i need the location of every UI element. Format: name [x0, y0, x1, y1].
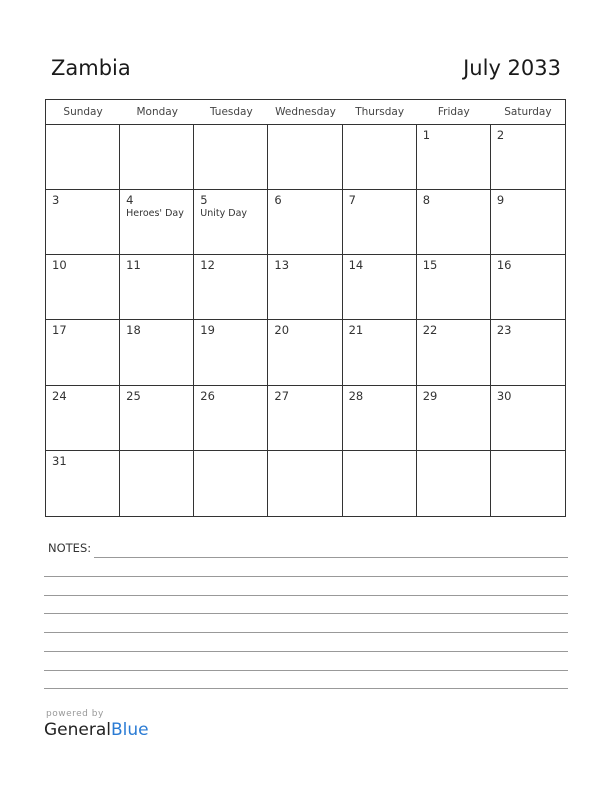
day-number: 22 — [422, 323, 438, 338]
notes-line — [94, 557, 568, 558]
day-cell — [194, 255, 268, 320]
day-cell — [46, 386, 120, 451]
day-number: 6 — [274, 193, 282, 208]
day-cell — [46, 451, 120, 516]
notes-line — [44, 576, 568, 577]
day-number: 23 — [496, 323, 512, 338]
day-cell — [120, 320, 194, 385]
day-number: 12 — [200, 258, 215, 273]
day-number: 19 — [200, 323, 215, 338]
day-cell — [46, 190, 120, 255]
day-cell — [491, 255, 565, 320]
day-cell — [120, 255, 194, 320]
day-cell — [417, 320, 491, 385]
notes-line — [44, 670, 568, 671]
weekday-label: Sunday — [63, 106, 103, 118]
day-cell — [417, 386, 491, 451]
day-cell — [120, 386, 194, 451]
notes-label: NOTES: — [48, 541, 92, 555]
day-cell — [120, 125, 194, 190]
day-number: 26 — [200, 388, 215, 403]
brand-blue: Blue — [111, 720, 149, 740]
day-cell — [417, 255, 491, 320]
day-cell — [417, 451, 491, 516]
day-cell — [491, 320, 565, 385]
day-cell — [46, 255, 120, 320]
day-cell — [194, 386, 268, 451]
day-number: 20 — [274, 323, 290, 338]
day-cell — [343, 255, 417, 320]
day-cell — [491, 125, 565, 190]
day-cell — [491, 451, 565, 516]
day-cell — [343, 125, 417, 190]
weekday-label: Wednesday — [275, 106, 336, 118]
day-number: 10 — [52, 258, 67, 273]
day-cell — [268, 320, 342, 385]
day-cell — [120, 190, 194, 255]
day-number: 15 — [422, 258, 438, 273]
day-number: 30 — [496, 388, 512, 403]
notes-line — [44, 595, 568, 596]
day-cell — [120, 451, 194, 516]
day-number: 2 — [496, 128, 505, 142]
day-cell — [268, 255, 342, 320]
day-cell — [491, 386, 565, 451]
weekday-header — [46, 100, 565, 125]
notes-line — [44, 651, 568, 652]
day-cell — [343, 386, 417, 451]
day-number: 7 — [348, 193, 356, 208]
day-cell — [46, 320, 120, 385]
day-cell — [343, 320, 417, 385]
day-number: 17 — [52, 323, 67, 338]
day-number: 3 — [52, 193, 60, 208]
day-number: 31 — [52, 453, 67, 468]
day-cell — [268, 125, 342, 190]
notes-line — [44, 688, 568, 689]
day-cell — [417, 125, 491, 190]
day-cells — [46, 125, 565, 516]
day-number: 25 — [126, 388, 141, 403]
day-number: 24 — [52, 388, 67, 403]
day-number: 8 — [422, 193, 431, 208]
day-cell — [46, 125, 120, 190]
day-cell — [194, 190, 268, 255]
weekday-label: Monday — [136, 106, 178, 118]
brand-logo[interactable] — [44, 720, 149, 740]
day-number: 21 — [348, 323, 364, 338]
day-number: 14 — [348, 258, 364, 273]
day-cell — [268, 386, 342, 451]
day-cell — [343, 190, 417, 255]
weekday-label: Friday — [437, 106, 470, 118]
day-cell — [194, 451, 268, 516]
day-number: 27 — [274, 388, 290, 403]
day-number: 29 — [422, 388, 438, 403]
country-title: Zambia — [51, 56, 131, 80]
day-cell — [194, 125, 268, 190]
day-number: 11 — [126, 258, 141, 273]
day-cell — [491, 190, 565, 255]
calendar-grid — [45, 99, 566, 517]
weekday-label: Saturday — [504, 106, 552, 118]
day-cell — [343, 451, 417, 516]
weekday-label: Tuesday — [209, 106, 253, 118]
day-cell — [268, 190, 342, 255]
month-title: July 2033 — [463, 56, 561, 80]
day-number: 28 — [348, 388, 364, 403]
holiday-label: Unity Day — [200, 208, 248, 220]
holiday-label: Heroes' Day — [126, 208, 184, 220]
brand-general: General — [44, 720, 111, 740]
notes-line — [44, 613, 568, 614]
day-cell — [417, 190, 491, 255]
weekday-label: Thursday — [355, 106, 405, 118]
day-number: 1 — [422, 128, 431, 142]
day-cell — [194, 320, 268, 385]
day-number: 13 — [274, 258, 290, 273]
day-number: 9 — [496, 193, 505, 208]
powered-by-text: powered by — [46, 709, 104, 719]
day-number: 4 — [126, 193, 134, 208]
day-number: 18 — [126, 323, 141, 338]
day-number: 16 — [496, 258, 512, 273]
day-cell — [268, 451, 342, 516]
day-number: 5 — [200, 193, 208, 208]
notes-line — [44, 632, 568, 633]
